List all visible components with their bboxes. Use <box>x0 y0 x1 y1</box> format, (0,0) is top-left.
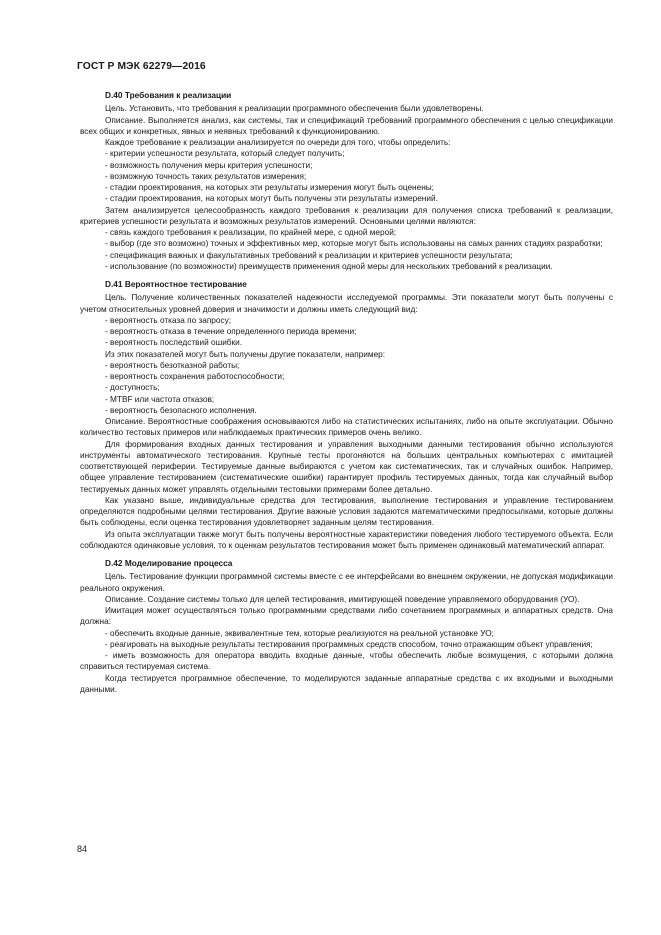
section-heading: D.42 Моделирование процесса <box>105 558 233 568</box>
paragraph: Для формирования входных данных тестирования и управления выходными данными тестирования обычно используются инструменты автоматического тестирования. Крупные тесты прогоняются на больших центральных компьютерах с имитацией соответствующей периферии. Тестируемые данные выбираются с учетом как систематических, так и случайных ошибок. Например, общее управление тестированием (систематические ошибки) гарантирует профиль тестируемых данных, тогда как случайный выбор тестируемых данных может управлять отдельными тестовыми примерами более детально. <box>80 439 613 494</box>
list-item: - связь каждого требования к реализации, по крайней мере, с одной мерой; <box>105 228 397 237</box>
list-item: - иметь возможность для оператора вводить входные данные, чтобы обеспечить любые возмущения, с которыми должна справиться тестируемая система. <box>80 651 613 672</box>
paragraph: Описание. Выполняется анализ, как системы, так и спецификаций требований программного обеспечения с целью спецификации всех общих и конкретных, явных и неявных требований к функционированию. <box>80 115 613 136</box>
paragraph: Цель. Установить, что требования к реализации программного обеспечения были удовлетворены. <box>105 104 484 114</box>
list-item: - доступность; <box>105 383 160 393</box>
list-item: - стадии проектирования, на которых эти результаты измерения могут быть оценены; <box>105 183 434 192</box>
list-item: - стадии проектирования, на которых могут быть получены эти результаты измерений. <box>105 194 438 204</box>
list-item: - вероятность отказа по запросу; <box>105 315 232 325</box>
list-item: - использование (по возможности) преимуществ применения одной меры для нескольких требований к реализации. <box>105 261 553 271</box>
list-item: - MTBF или частота отказов; <box>105 394 215 404</box>
paragraph: Когда тестируется программное обеспечение, то моделируются заданные аппаратные средства с их входными и выходными данными. <box>80 673 613 694</box>
paragraph: Затем анализируется целесообразность каждого требования к реализации для получения списка требований к реализации, критериев успешности результата и возможных результатов измерений. Основными целями являются: <box>80 205 613 226</box>
paragraph: Из опыта эксплуатации также могут быть получены вероятностные характеристики поведения любого тестируемого объекта. Если соблюдаются одинаковые условия, то к оценкам результатов тестирования может быть применен одинаковый математический аппарат. <box>80 529 613 550</box>
list-item: - вероятность сохранения работоспособности; <box>105 372 285 381</box>
document-header: ГОСТ Р МЭК 62279—2016 <box>77 61 206 72</box>
list-item: - вероятность безотказной работы; <box>105 360 240 370</box>
document-body <box>80 90 613 695</box>
list-item: - вероятность безопасного исполнения. <box>105 405 257 415</box>
list-item: - вероятность последствий ошибки. <box>105 338 243 348</box>
paragraph: Имитация может осуществляться только программными средствами либо сочетанием программных и аппаратных средств. Она должна: <box>80 606 613 627</box>
paragraph: Как указано выше, индивидуальные средства для тестирования, выполнение тестирования и управление тестированием определяются подробными целями тестирования. Другие важные условия задаются математическими предпосылками, которые должны быть соблюдены, если оценка тестирования удовлетворяет заданным целям тестирования. <box>80 495 613 528</box>
paragraph: Цель. Тестирование функции программной системы вместе с ее интерфейсами во внешнем окружении, не допуская модификации реального окружения. <box>80 572 613 593</box>
section-heading: D.41 Вероятностное тестирование <box>105 279 247 289</box>
paragraph: Из этих показателей могут быть получены другие показатели, например: <box>105 349 386 359</box>
page-number: 84 <box>77 844 88 854</box>
list-item: - возможность получения меры критерия успешности; <box>105 160 313 170</box>
list-item: - вероятность отказа в течение определенного периода времени; <box>105 327 357 336</box>
list-item: - обеспечить входные данные, эквивалентные тем, которые реализуются на реальной установке УО; <box>105 628 494 638</box>
paragraph: Описание. Создание системы только для целей тестирования, имитирующей поведение управляемого оборудования (УО). <box>105 594 580 604</box>
section-heading: D.40 Требования к реализации <box>105 90 232 100</box>
list-item: - спецификация важных и факультативных требований к реализации и критериев успешности результата; <box>105 250 513 260</box>
paragraph: Описание. Вероятностные соображения основываются либо на статистических испытаниях, либо на опыте эксплуатации. Обычно количество тестовых примеров или наблюдаемых практических примеров очень велико. <box>80 417 613 438</box>
list-item: - выбор (где это возможно) точных и эффективных мер, которые могут быть использованы на самых ранних стадиях разработки; <box>105 239 603 249</box>
list-item: - реагировать на выходные результаты тестирования программных средств способом, точно отражающим объект управления; <box>105 639 593 649</box>
paragraph: Каждое требование к реализации анализируется по очереди для того, чтобы определить: <box>105 138 451 147</box>
paragraph: Цель. Получение количественных показателей надежности исследуемой программы. Эти показатели могут быть получены с учетом относительных уровней доверия и значимости и должны иметь следующий вид: <box>80 293 613 314</box>
list-item: - возможную точность таких результатов измерения; <box>105 171 307 181</box>
list-item: - критерии успешности результата, который следует получить; <box>105 149 345 159</box>
